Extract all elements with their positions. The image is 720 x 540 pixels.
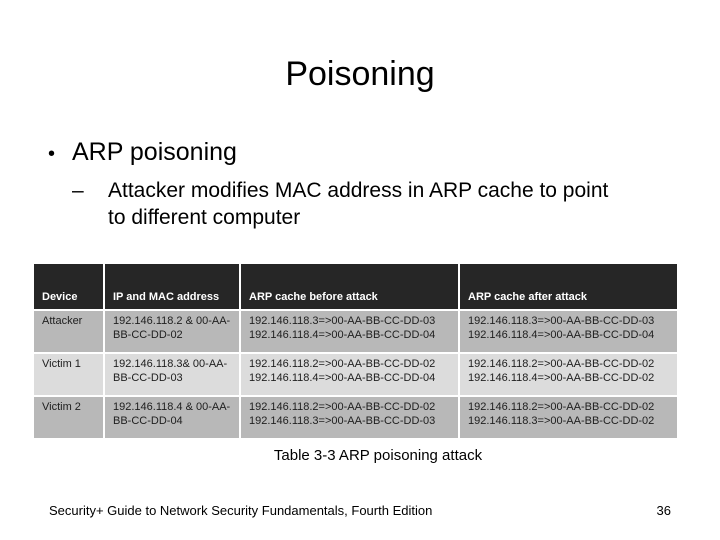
bullet-item — [48, 138, 688, 167]
cell-after — [459, 353, 678, 396]
sub-bullet-text: Attacker modifies MAC address in ARP cache to point to different computer — [108, 179, 609, 229]
table-row — [34, 396, 678, 439]
bullet-text: ARP poisoning — [72, 138, 237, 166]
cache-entry: 192.146.118.3=>00-AA-BB-CC-DD-02 — [468, 415, 655, 427]
cell-device: Victim 2 — [34, 396, 104, 439]
table-row — [34, 310, 678, 353]
cell-before — [240, 396, 459, 439]
header-device: Device — [34, 264, 104, 310]
cache-entry: 192.146.118.2=>00-AA-BB-CC-DD-02 — [468, 401, 655, 413]
sub-bullet-marker: – — [72, 179, 84, 202]
cell-device: Attacker — [34, 310, 104, 353]
slide-title: Poisoning — [285, 55, 435, 93]
cache-entry: 192.146.118.4=>00-AA-BB-CC-DD-04 — [249, 372, 436, 384]
header-ip-mac: IP and MAC address — [104, 264, 240, 310]
cache-entry: 192.146.118.2=>00-AA-BB-CC-DD-02 — [468, 358, 655, 370]
cell-device: Victim 1 — [34, 353, 104, 396]
table-caption: Table 3-3 ARP poisoning attack — [273, 447, 483, 464]
table-header-row — [34, 264, 678, 310]
cache-entry: 192.146.118.2=>00-AA-BB-CC-DD-02 — [249, 358, 436, 370]
cache-entry: 192.146.118.3=>00-AA-BB-CC-DD-03 — [249, 415, 436, 427]
cache-entry: 192.146.118.4=>00-AA-BB-CC-DD-02 — [468, 372, 655, 384]
footer-book-title: Security+ Guide to Network Security Fundamentals, Fourth Edition — [49, 503, 433, 518]
cache-entry: 192.146.118.2=>00-AA-BB-CC-DD-02 — [249, 401, 436, 413]
cell-after — [459, 310, 678, 353]
header-after: ARP cache after attack — [459, 264, 678, 310]
footer-page-number: 36 — [656, 503, 671, 518]
cache-entry: 192.146.118.3=>00-AA-BB-CC-DD-03 — [249, 315, 436, 327]
header-before: ARP cache before attack — [240, 264, 459, 310]
bullet-marker: • — [48, 143, 56, 165]
arp-poisoning-table — [34, 264, 679, 440]
cell-after — [459, 396, 678, 439]
cell-ip-mac: 192.146.118.4 & 00-AA-BB-CC-DD-04 — [104, 396, 240, 439]
cache-entry: 192.146.118.4=>00-AA-BB-CC-DD-04 — [249, 329, 436, 341]
cell-ip-mac: 192.146.118.3& 00-AA-BB-CC-DD-03 — [104, 353, 240, 396]
cache-entry: 192.146.118.3=>00-AA-BB-CC-DD-03 — [468, 315, 655, 327]
cell-ip-mac: 192.146.118.2 & 00-AA-BB-CC-DD-02 — [104, 310, 240, 353]
cell-before — [240, 310, 459, 353]
sub-bullet-item — [72, 177, 688, 231]
bullet-list — [48, 138, 688, 231]
cache-entry: 192.146.118.4=>00-AA-BB-CC-DD-04 — [468, 329, 655, 341]
table-row — [34, 353, 678, 396]
cell-before — [240, 353, 459, 396]
